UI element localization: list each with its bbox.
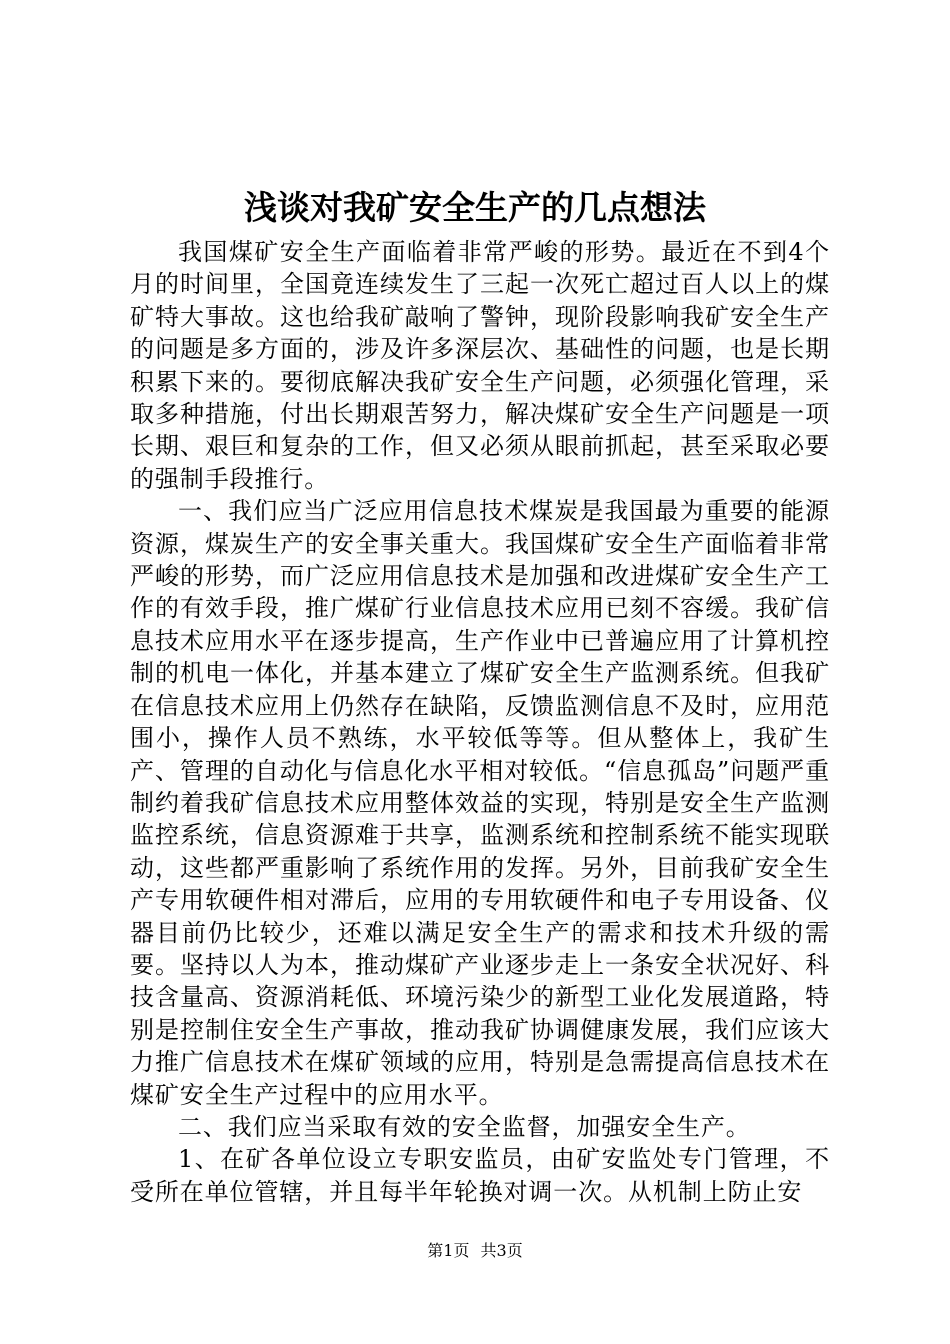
paragraph-intro: 我国煤矿安全生产面临着非常严峻的形势。最近在不到4个月的时间里，全国竟连续发生了三起一次死亡超过百人以上的煤矿特大事故。这也给我矿敲响了警钟，现阶段影响我矿安全生产的问题是多方面的，涉及许多深层次、基础性的问题，也是长期积累下来的。要彻底解决我矿安全生产问题，必须强化管理，采取多种措施，付出长期艰苦努力，解决煤矿安全生产问题是一项长期、艰巨和复杂的工作，但又必须从眼前抓起，甚至采取必要的强制手段推行。 (130, 238, 830, 493)
page-footer (0, 1240, 950, 1262)
page-number: 第1页 (427, 1241, 470, 1260)
document-body (130, 236, 830, 1208)
page-total: 共3页 (480, 1241, 523, 1260)
paragraph-item-1: 1、在矿各单位设立专职安监员，由矿安监处专门管理，不受所在单位管辖，并且每半年轮换对调一次。从机制上防止安 (130, 1145, 830, 1206)
paragraph-section-1: 一、我们应当广泛应用信息技术煤炭是我国最为重要的能源资源，煤炭生产的安全事关重大。我国煤矿安全生产面临着非常严峻的形势，而广泛应用信息技术是加强和改进煤矿安全生产工作的有效手段，推广煤矿行业信息技术应用已刻不容缓。我矿信息技术应用水平在逐步提高，生产作业中已普遍应用了计算机控制的机电一体化，并基本建立了煤矿安全生产监测系统。但我矿在信息技术应用上仍然存在缺陷，反馈监测信息不及时，应用范围小，操作人员不熟练，水平较低等等。但从整体上，我矿生产、管理的自动化与信息化水平相对较低。“信息孤岛”问题严重制约着我矿信息技术应用整体效益的实现，特别是安全生产监测监控系统，信息资源难于共享，监测系统和控制系统不能实现联动，这些都严重影响了系统作用的发挥。另外，目前我矿安全生产专用软硬件相对滞后，应用的专用软硬件和电子专用设备、仪器目前仍比较少，还难以满足安全生产的需求和技术升级的需要。坚持以人为本，推动煤矿产业逐步走上一条安全状况好、科技含量高、资源消耗低、环境污染少的新型工业化发展道路，特别是控制住安全生产事故，推动我矿协调健康发展，我们应该大力推广信息技术在煤矿领域的应用，特别是急需提高信息技术在煤矿安全生产过程中的应用水平。 (130, 497, 830, 1109)
document-title: 浅谈对我矿安全生产的几点想法 (244, 188, 706, 227)
paragraph-section-2-heading: 二、我们应当采取有效的安全监督，加强安全生产。 (178, 1112, 751, 1141)
